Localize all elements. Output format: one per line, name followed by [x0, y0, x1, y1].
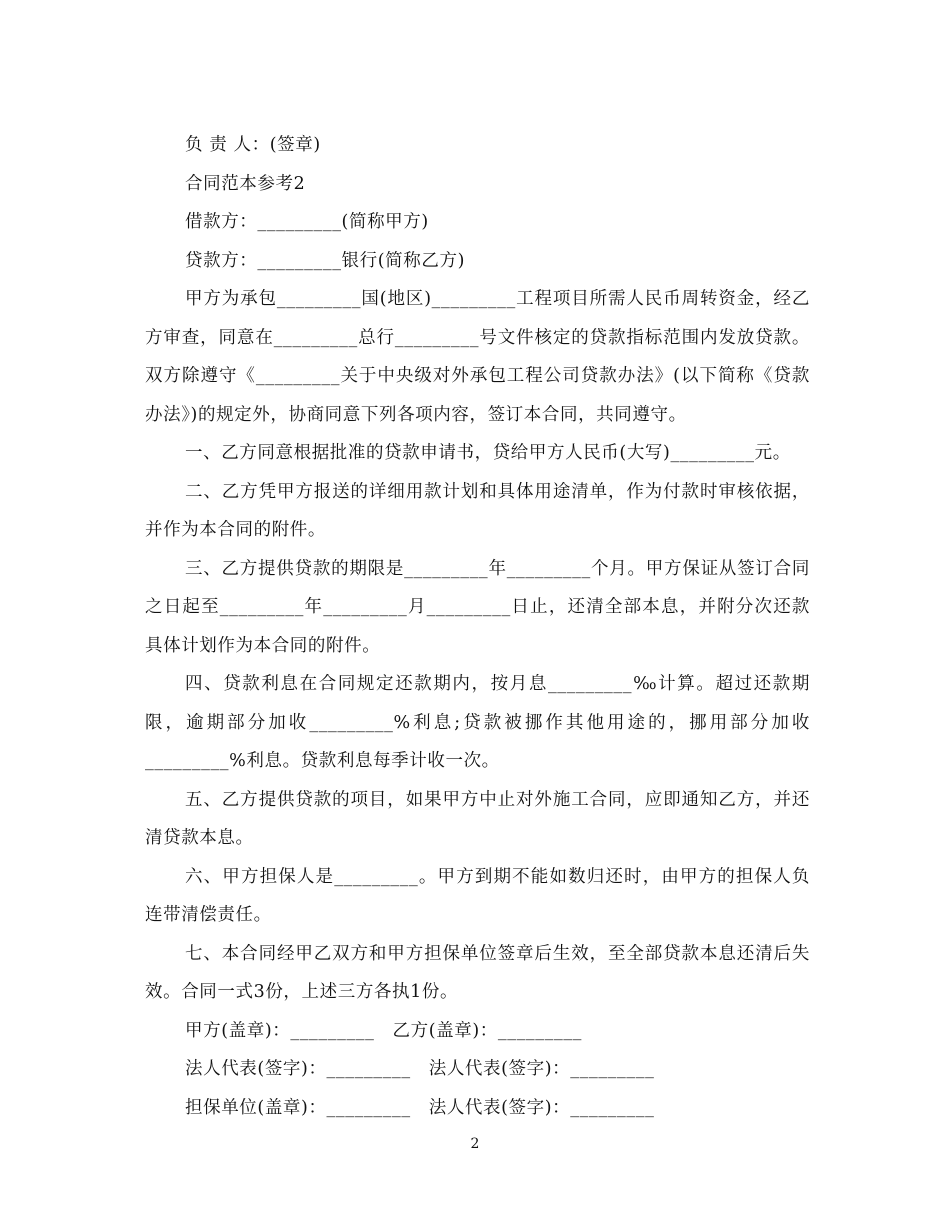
- lender-line: 贷款方：_________银行(简称乙方): [185, 250, 466, 271]
- party-a-representative-field: 法人代表(签字)：_________: [185, 1059, 411, 1079]
- guarantor-representative-field: 法人代表(签字)：_________: [428, 1097, 655, 1118]
- clause-4-paragraph: 四、贷款利息在合同规定还款期内，按月息_________‰计算。超过还款期限，逾期部分加收_________%利息;贷款被挪作其他用途的，挪用部分加收_________%利息。贷款利息每季计收一次。: [145, 674, 810, 771]
- clause-3-paragraph: 三、乙方提供贷款的期限是_________年_________个月。甲方保证从签订合同之日起至_________年_________月_________日止，还清全部本息，并附分次还款具体计划作为本合同的附件。: [145, 558, 810, 656]
- signature-row-party: [145, 1012, 810, 1051]
- contract-sample-title: 合同范本参考2: [185, 173, 306, 194]
- guarantor-seal-field: 担保单位(盖章)：_________: [185, 1097, 411, 1118]
- preamble-paragraph: 甲方为承包_________国(地区)_________工程项目所需人民币周转资金，经乙方审查，同意在_________总行_________号文件核定的贷款指标范围内发放贷款。双方除遵守《_________关于中央级对外承包工程公司贷款办法》(以下简称《贷款办法》)的规定外，协商同意下列各项内容，签订本合同，共同遵守。: [145, 289, 810, 425]
- clause-2-paragraph: 二、乙方凭甲方报送的详细用款计划和具体用途清单，作为付款时审核依据，并作为本合同的附件。: [145, 481, 810, 540]
- signature-row-representative: [145, 1050, 810, 1089]
- responsible-person-line: 负 责 人：(签章): [185, 135, 321, 155]
- party-b-representative-field: 法人代表(签字)：_________: [428, 1059, 655, 1079]
- party-b-seal-field: 乙方(盖章)：_________: [392, 1020, 583, 1041]
- clause-7-paragraph: 七、本合同经甲乙双方和甲方担保单位签章后生效，至全部贷款本息还清后失效。合同一式3份，上述三方各执1份。: [145, 943, 810, 1002]
- clause-5-paragraph: 五、乙方提供贷款的项目，如果甲方中止对外施工合同，应即通知乙方，并还清贷款本息。: [145, 789, 810, 848]
- clause-1-paragraph: 一、乙方同意根据批准的贷款申请书，贷给甲方人民币(大写)_________元。: [185, 443, 791, 463]
- signature-row-guarantor: [145, 1089, 810, 1128]
- party-a-seal-field: 甲方(盖章)：_________: [185, 1020, 375, 1041]
- clause-6-paragraph: 六、甲方担保人是_________。甲方到期不能如数归还时，由甲方的担保人负连带清偿责任。: [145, 866, 810, 925]
- document-body: [145, 126, 810, 1127]
- page-number: 2: [470, 1136, 480, 1152]
- borrower-line: 借款方：_________(简称甲方): [185, 212, 429, 232]
